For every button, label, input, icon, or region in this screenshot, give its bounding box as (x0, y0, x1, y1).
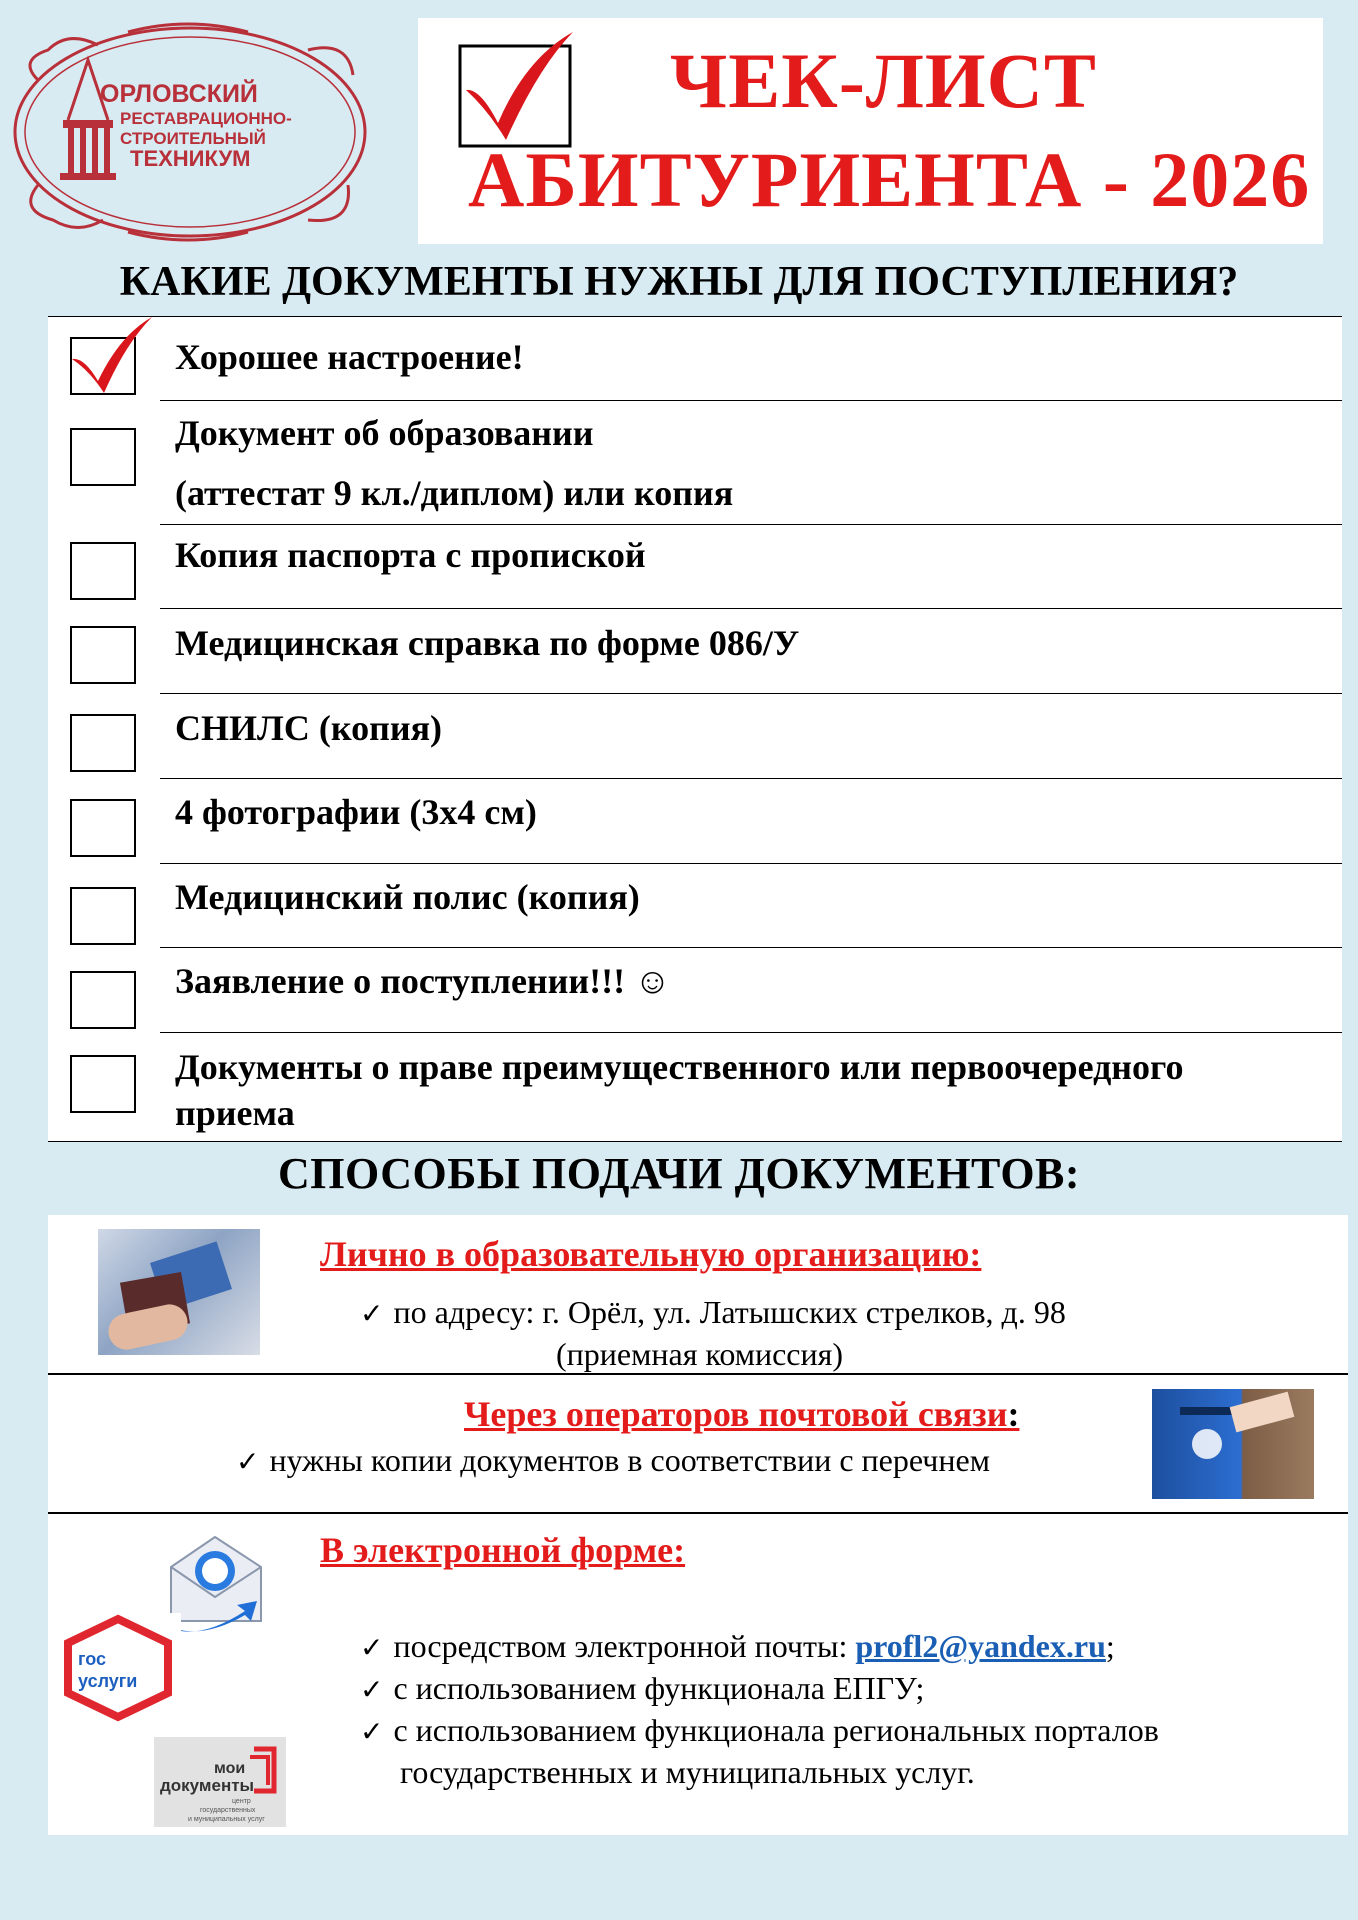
checklist-item-label-continued: (аттестат 9 кл./диплом) или копия (175, 473, 734, 513)
checklist-item-label: 4 фотографии (3х4 см) (175, 792, 537, 832)
methods-heading: СПОСОБЫ ПОДАЧИ ДОКУМЕНТОВ: (277, 1149, 1081, 1198)
moi-dokumenty-logo (154, 1737, 286, 1827)
logo-line2: РЕСТАВРАЦИОННО- (120, 109, 292, 128)
tick-icon: ✓ (236, 1445, 260, 1478)
in-person-note: (приемная комиссия) (556, 1336, 843, 1372)
college-logo-emblem (8, 20, 373, 245)
title-banner (418, 18, 1323, 244)
checkbox[interactable] (70, 799, 136, 857)
checkbox[interactable] (70, 971, 136, 1029)
documents-handover-photo (98, 1229, 260, 1355)
checklist-item-label: СНИЛС (копия) (175, 708, 443, 748)
post-mailbox-photo (1152, 1389, 1314, 1499)
post-title-text: Через операторов почтовой связи (464, 1394, 1008, 1434)
title-checkmark-icon (458, 28, 576, 148)
tick-icon: ✓ (360, 1673, 384, 1706)
electronic-item-portals-continued: государственных и муниципальных услуг. (400, 1754, 975, 1790)
electronic-title: В электронной форме: (320, 1530, 686, 1570)
checklist-item-label: Заявление о поступлении!!! ☺ (175, 961, 671, 1001)
checklist-item (48, 779, 1342, 864)
tick-icon: ✓ (360, 1715, 384, 1748)
electronic-item-email-text: посредством электронной почты: (393, 1628, 856, 1664)
logo-line1: ОРЛОВСКИЙ (100, 80, 258, 108)
checkbox[interactable] (70, 626, 136, 684)
checkbox[interactable] (70, 887, 136, 945)
tick-icon: ✓ (360, 1631, 384, 1664)
gosuslugi-line1: гос (78, 1649, 107, 1669)
electronic-item-epgu-text: с использованием функционала ЕПГУ; (393, 1670, 925, 1706)
logo-line4: ТЕХНИКУМ (130, 146, 251, 171)
checklist-item-label: Копия паспорта с пропиской (175, 535, 646, 575)
checklist-item-label: Документ об образовании (175, 413, 594, 453)
checklist-item (48, 609, 1342, 694)
title-line1: ЧЕК-ЛИСТ (670, 37, 1097, 124)
post-description (236, 1439, 990, 1483)
moi-line1: мои (214, 1760, 246, 1777)
electronic-item-portals (360, 1709, 1159, 1753)
checklist-item-label-continued: приема (175, 1093, 295, 1133)
college-logo (8, 20, 373, 245)
in-person-address (360, 1291, 1066, 1335)
checkbox[interactable] (70, 542, 136, 600)
gosuslugi-logo (56, 1613, 181, 1723)
logo-line3: СТРОИТЕЛЬНЫЙ (120, 129, 266, 148)
checkbox[interactable] (70, 714, 136, 772)
moi-line5: и муниципальных услуг (188, 1816, 265, 1823)
electronic-item-epgu (360, 1667, 924, 1711)
electronic-item-portals-text: с использованием функционала региональных порталов (393, 1712, 1159, 1748)
post-title (464, 1393, 1019, 1435)
checklist-item (48, 1033, 1342, 1141)
in-person-title: Лично в образовательную организацию: (320, 1234, 982, 1274)
moi-line4: государственных (200, 1807, 256, 1814)
checklist-item (48, 525, 1342, 609)
moi-line3: центр (232, 1798, 251, 1805)
checklist-item (48, 694, 1342, 779)
post-title-colon: : (1007, 1394, 1020, 1434)
tick-icon: ✓ (360, 1297, 384, 1330)
documents-heading: КАКИЕ ДОКУМЕНТЫ НУЖНЫ ДЛЯ ПОСТУПЛЕНИЯ? (119, 259, 1239, 305)
checklist-item-label: Хорошее настроение! (175, 337, 524, 377)
email-link[interactable]: profl2@yandex.ru (855, 1628, 1106, 1664)
moi-line2: документы (160, 1776, 255, 1795)
title-line2: АБИТУРИЕНТА - 2026 (468, 136, 1311, 223)
documents-checklist (48, 316, 1342, 1142)
checklist-item (48, 864, 1342, 948)
checklist-item-label: Медицинский полис (копия) (175, 877, 640, 917)
electronic-item-email (360, 1625, 1115, 1669)
checklist-item-label: Медицинская справка по форме 086/У (175, 623, 800, 663)
checkmark-icon (68, 317, 154, 395)
checklist-item (48, 401, 1342, 525)
submission-methods (48, 1215, 1348, 1835)
checklist-item (48, 948, 1342, 1033)
gosuslugi-line2: услуги (78, 1671, 138, 1691)
electronic-item-email-suffix: ; (1105, 1628, 1115, 1664)
post-description-text: нужны копии документов в соответствии с перечнем (269, 1442, 990, 1478)
checklist-item (48, 317, 1342, 401)
checklist-item-label: Документы о праве преимущественного или первоочередного (175, 1047, 1184, 1087)
checked-checkbox[interactable] (70, 337, 136, 395)
checkbox[interactable] (70, 428, 136, 486)
in-person-address-text: по адресу: г. Орёл, ул. Латышских стрелков, д. 98 (393, 1294, 1066, 1330)
checkbox[interactable] (70, 1055, 136, 1113)
